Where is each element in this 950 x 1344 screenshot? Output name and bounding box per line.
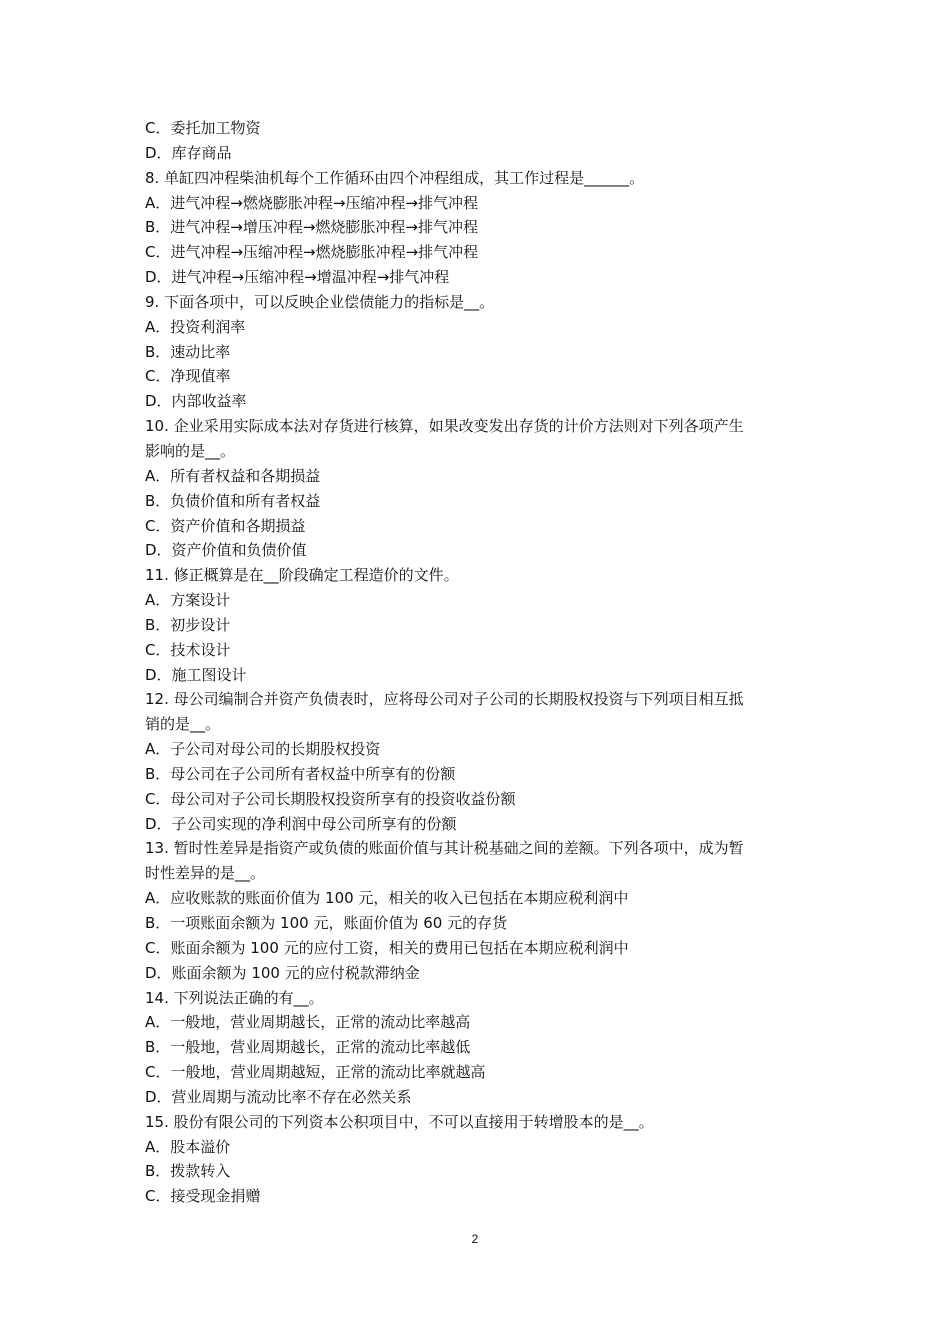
text-line: A．股本溢价 xyxy=(145,1137,231,1156)
text-line: C．资产价值和各期损益 xyxy=(145,516,306,535)
text-line: A．应收账款的账面价值为 100 元，相关的收入已包括在本期应税利润中 xyxy=(145,889,629,908)
text-line: A．方案设计 xyxy=(145,591,231,610)
text-line: C．进气冲程→压缩冲程→燃烧膨胀冲程→排气冲程 xyxy=(145,243,479,262)
text-line: A．子公司对母公司的长期股权投资 xyxy=(145,740,381,759)
text-line: B．一项账面余额为 100 元，账面价值为 60 元的存货 xyxy=(145,914,508,932)
text-line: D．子公司实现的净利润中母公司所享有的份额 xyxy=(145,814,457,833)
text-line: 11. 修正概算是在__阶段确定工程造价的文件。 xyxy=(145,566,459,585)
text-line: D．进气冲程→压缩冲程→增温冲程→排气冲程 xyxy=(145,268,450,287)
text-line: B．一般地，营业周期越长，正常的流动比率越低 xyxy=(145,1038,471,1057)
text-line: C．一般地，营业周期越短，正常的流动比率就越高 xyxy=(145,1063,486,1082)
text-line: B．进气冲程→增压冲程→燃烧膨胀冲程→排气冲程 xyxy=(145,218,478,237)
text-line: A．一般地，营业周期越长，正常的流动比率越高 xyxy=(145,1013,471,1032)
text-line: C．母公司对子公司长期股权投资所享有的投资收益份额 xyxy=(145,789,516,808)
text-line: 8. 单缸四冲程柴油机每个工作循环由四个冲程组成，其工作过程是______。 xyxy=(145,168,645,187)
text-line: A．投资利润率 xyxy=(145,317,246,336)
text-line: B．初步设计 xyxy=(145,615,231,634)
text-line: B．母公司在子公司所有者权益中所享有的份额 xyxy=(145,764,456,783)
text-line: B．拨款转入 xyxy=(145,1162,231,1181)
text-line: A．所有者权益和各期损益 xyxy=(145,466,321,485)
text-line: 9. 下面各项中，可以反映企业偿债能力的指标是__。 xyxy=(145,292,495,311)
text-line: 销的是__。 xyxy=(145,715,221,734)
text-line: D．营业周期与流动比率不存在必然关系 xyxy=(145,1087,412,1106)
text-line: 12. 母公司编制合并资产负债表时，应将母公司对子公司的长期股权投资与下列项目相互抵 xyxy=(145,690,744,709)
text-line: 时性差异的是__。 xyxy=(145,864,266,883)
text-line: D．施工图设计 xyxy=(145,665,247,684)
text-line: 13. 暂时性差异是指资产或负债的账面价值与其计税基础之间的差额。下列各项中，成为暂 xyxy=(145,839,744,858)
text-line: C．接受现金捐赠 xyxy=(145,1187,261,1206)
text-line: 14. 下列说法正确的有__。 xyxy=(145,988,324,1007)
text-line: C．净现值率 xyxy=(145,367,231,386)
text-line: 10. 企业采用实际成本法对存货进行核算，如果改变发出存货的计价方法则对下列各项产生 xyxy=(145,417,744,436)
text-line: D．资产价值和负债价值 xyxy=(145,541,307,560)
text-line: C．技术设计 xyxy=(145,640,231,659)
text-line: 影响的是__。 xyxy=(145,441,236,460)
text-line: A．进气冲程→燃烧膨胀冲程→压缩冲程→排气冲程 xyxy=(145,193,478,212)
page-number: 2 xyxy=(471,1232,479,1246)
text-line: B．负债价值和所有者权益 xyxy=(145,491,321,510)
text-line: C．委托加工物资 xyxy=(145,119,261,137)
text-line: D．账面余额为 100 元的应付税款滞纳金 xyxy=(145,963,420,982)
text-line: C．账面余额为 100 元的应付工资，相关的费用已包括在本期应税利润中 xyxy=(145,938,629,957)
text-line: 15. 股份有限公司的下列资本公积项目中，不可以直接用于转增股本的是__。 xyxy=(145,1112,654,1131)
text-line: B．速动比率 xyxy=(145,342,231,361)
question-text-body xyxy=(145,116,825,1209)
text-line: D．库存商品 xyxy=(145,143,232,162)
text-line: D．内部收益率 xyxy=(145,392,247,411)
